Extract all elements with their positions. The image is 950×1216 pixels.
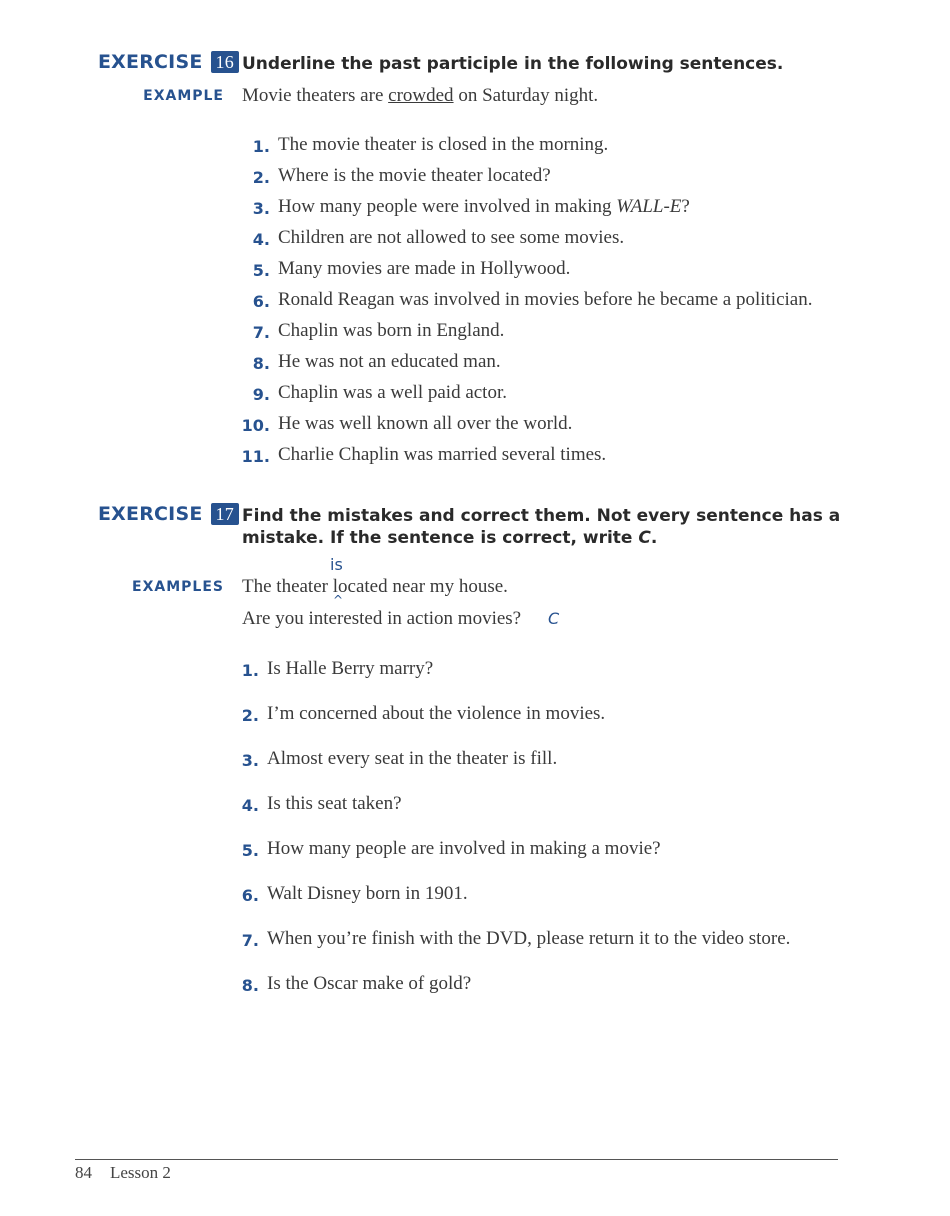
example-underlined-word: crowded <box>388 85 454 106</box>
item-number: 2. <box>241 706 259 725</box>
exercise-label: EXERCISE <box>98 51 203 73</box>
list-item <box>278 258 570 280</box>
item-number: 6. <box>252 292 270 311</box>
item-number: 8. <box>252 354 270 373</box>
list-item: Almost every seat in the theater is fill. <box>267 748 558 769</box>
list-item <box>278 196 690 218</box>
example-2-sentence: Are you interested in action movies? <box>242 608 522 629</box>
list-item: When you’re finish with the DVD, please return it to the video store. <box>267 928 791 949</box>
exercise-16-heading <box>98 51 239 73</box>
instruction-line-1: Find the mistakes and correct them. Not every sentence has a <box>242 506 841 526</box>
list-item <box>278 320 504 342</box>
instruction-c-mark: C <box>638 528 651 548</box>
item-text: Many movies are made in Hollywood. <box>278 258 571 279</box>
item-number: 8. <box>241 976 259 995</box>
list-item <box>278 134 608 156</box>
list-item: Walt Disney born in 1901. <box>267 883 468 904</box>
italic-title: WALL-E <box>616 196 682 217</box>
item-text: Where is the movie theater located? <box>278 165 551 186</box>
exercise-16-instruction: Underline the past participle in the following sentences. <box>242 54 784 74</box>
list-item <box>278 444 606 466</box>
item-number: 11. <box>241 447 270 466</box>
example-sentence <box>242 85 598 107</box>
item-number: 7. <box>241 931 259 950</box>
item-number: 9. <box>252 385 270 404</box>
example-text-after: on Saturday night. <box>453 85 599 106</box>
list-item <box>278 227 624 249</box>
footer-divider <box>75 1159 838 1160</box>
instruction-line-2-text: mistake. If the sentence is correct, write <box>242 528 639 548</box>
example-1-text-before: The theater <box>242 576 328 597</box>
exercise-17-instruction <box>242 505 840 549</box>
item-number: 3. <box>241 751 259 770</box>
item-number: 4. <box>252 230 270 249</box>
list-item: Is the Oscar make of gold? <box>267 973 472 994</box>
exercise-17-heading <box>98 503 239 525</box>
exercise-number: 16 <box>211 51 239 73</box>
caret-mark: ^ <box>333 593 344 607</box>
instruction-period: . <box>650 528 658 548</box>
item-number: 2. <box>252 168 270 187</box>
item-number: 1. <box>241 661 259 680</box>
list-item <box>278 382 507 404</box>
list-item: I’m concerned about the violence in movies. <box>267 703 606 724</box>
item-number: 5. <box>241 841 259 860</box>
list-item <box>278 351 501 373</box>
list-item <box>278 165 551 187</box>
examples-label: EXAMPLES <box>132 579 224 595</box>
list-item: How many people are involved in making a movie? <box>267 838 661 859</box>
exercise-label: EXERCISE <box>98 503 203 525</box>
instruction-line-2 <box>242 527 840 549</box>
handwritten-insert-is: is <box>330 555 343 574</box>
item-text: Chaplin was a well paid actor. <box>278 382 507 403</box>
item-text: The movie theater is closed in the morning. <box>278 134 609 155</box>
item-number: 4. <box>241 796 259 815</box>
item-number: 7. <box>252 323 270 342</box>
list-item <box>278 289 812 311</box>
list-item <box>278 413 572 435</box>
item-text: Children are not allowed to see some movies. <box>278 227 625 248</box>
item-number: 3. <box>252 199 270 218</box>
example-text-before: Movie theaters are <box>242 85 389 106</box>
exercise-number: 17 <box>211 503 239 525</box>
item-text: He was well known all over the world. <box>278 413 573 434</box>
item-text: Ronald Reagan was involved in movies before he became a politician. <box>278 289 813 310</box>
item-number: 10. <box>241 416 270 435</box>
item-number: 1. <box>252 137 270 156</box>
item-number: 5. <box>252 261 270 280</box>
list-item: Is Halle Berry marry? <box>267 658 434 679</box>
item-text: He was not an educated man. <box>278 351 501 372</box>
handwritten-c-mark: C <box>548 609 560 628</box>
item-text: How many people were involved in making <box>278 196 617 217</box>
item-text: Charlie Chaplin was married several times. <box>278 444 607 465</box>
item-text: Chaplin was born in England. <box>278 320 505 341</box>
example-1-sentence <box>242 576 508 598</box>
lesson-label: Lesson 2 <box>110 1163 171 1182</box>
item-text-after: ? <box>681 196 690 217</box>
list-item: Is this seat taken? <box>267 793 402 814</box>
item-number: 6. <box>241 886 259 905</box>
example-1-text-after: located near my house. <box>332 576 508 597</box>
example-label: EXAMPLE <box>143 88 224 104</box>
page-number: 84 <box>75 1163 92 1182</box>
